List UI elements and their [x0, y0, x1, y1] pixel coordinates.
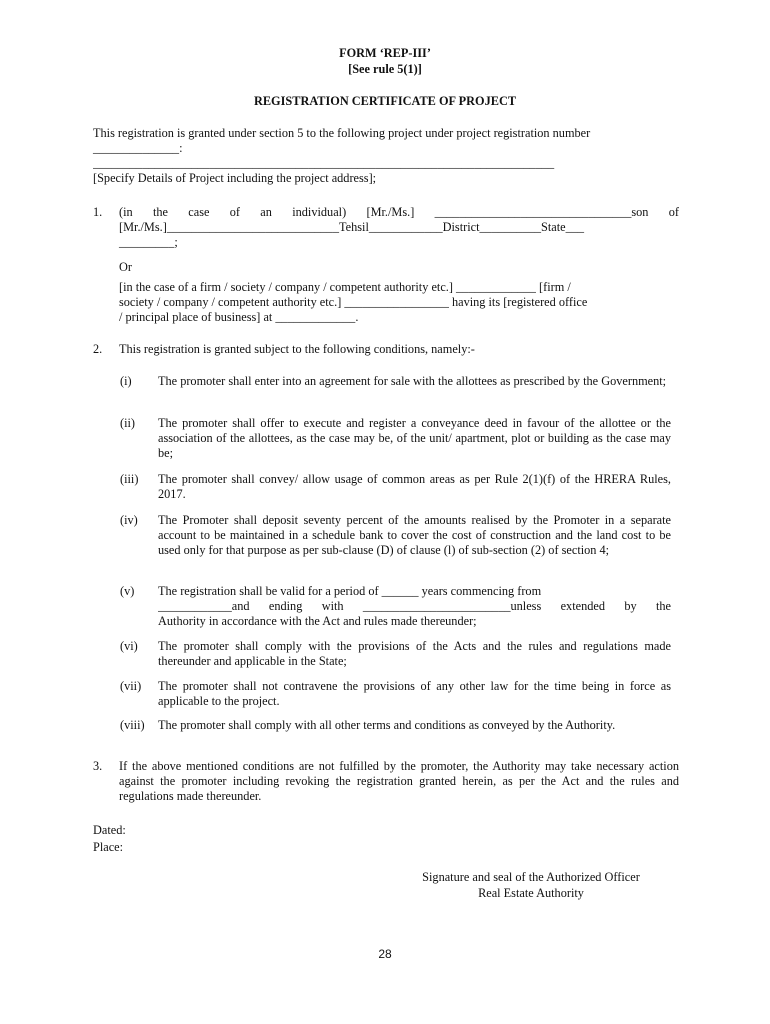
item-2-text: This registration is granted subject to the following conditions, namely:-	[119, 342, 475, 356]
item-1-line-1: (in the case of an individual) [Mr./Ms.] ________________________________son of	[119, 205, 679, 219]
condition-text: The promoter shall offer to execute and register a conveyance deed in favour of the allottee or the association of the allottees, as the case may be, of the unit/ apartment, plot or building as the case may be;	[158, 416, 671, 460]
condition-numeral: (vii)	[120, 679, 142, 693]
place-label: Place:	[93, 840, 124, 854]
certificate-title: REGISTRATION CERTIFICATE OF PROJECT	[253, 94, 517, 108]
condition-numeral: (viii)	[120, 718, 145, 732]
condition-v-line-2: ____________and ending with ________________________unless extended by the	[158, 599, 671, 613]
condition-text: The promoter shall not contravene the provisions of any other law for the time being in force as applicable to the project.	[158, 679, 671, 708]
dated-place-block	[93, 822, 679, 856]
condition-v-line-1: The registration shall be valid for a period of ______ years commencing from	[158, 584, 542, 598]
page-number: 28	[378, 947, 392, 961]
condition-numeral: (iv)	[120, 513, 138, 527]
item-2-number: 2.	[93, 342, 103, 356]
signature-block	[396, 869, 666, 901]
item-1-firm-line-2: society / company / competent authority etc.] _________________ having its [registered office	[119, 295, 588, 309]
condition-numeral: (v)	[120, 584, 135, 598]
condition-text: The Promoter shall deposit seventy percent of the amounts realised by the Promoter in a separate account to be maintained in a schedule bank to cover the cost of construction and the land cost to be used only for that purpose as per sub-clause (D) of clause (l) of sub-section (2) of section 4;	[158, 513, 671, 557]
intro-line-1: This registration is granted under section 5 to the following project under project registration number	[93, 126, 591, 140]
item-1-line-2: [Mr./Ms.]____________________________Tehsil____________District__________State___	[119, 220, 585, 234]
condition-v-line-3: Authority in accordance with the Act and rules made thereunder;	[158, 614, 477, 628]
item-1-line-3: _________;	[119, 235, 178, 249]
condition-numeral: (i)	[120, 374, 132, 388]
condition-text: The promoter shall comply with all other terms and conditions as conveyed by the Authority.	[158, 718, 616, 732]
signature-line-1: Signature and seal of the Authorized Officer	[422, 870, 640, 884]
item-3-text: If the above mentioned conditions are not fulfilled by the promoter, the Authority may take necessary action against the promoter including revoking the registration granted herein, as per the Act and the rules and regulations made thereunder.	[119, 759, 679, 803]
condition-text	[158, 584, 671, 629]
item-1-number: 1.	[93, 205, 103, 219]
condition-numeral: (iii)	[120, 472, 139, 486]
item-1-firm-line-3: / principal place of business] at _____________.	[119, 310, 359, 324]
item-1-firm-line-1: [in the case of a firm / society / company / competent authority etc.] _____________ [firm /	[119, 280, 571, 294]
condition-text: The promoter shall enter into an agreement for sale with the allottees as prescribed by the Government;	[158, 374, 667, 388]
condition-text: The promoter shall convey/ allow usage of common areas as per Rule 2(1)(f) of the HRERA Rules, 2017.	[158, 472, 671, 501]
intro-line-3: ___________________________________________________________________________	[93, 156, 555, 170]
intro-paragraph	[93, 126, 679, 186]
intro-line-2: ______________:	[93, 141, 183, 155]
rule-reference: [See rule 5(1)]	[348, 62, 422, 76]
condition-numeral: (vi)	[120, 639, 138, 653]
condition-numeral: (ii)	[120, 416, 136, 430]
item-1-body	[119, 205, 679, 250]
item-3-number: 3.	[93, 759, 103, 773]
signature-line-2: Real Estate Authority	[478, 886, 584, 900]
dated-label: Dated:	[93, 823, 126, 837]
condition-text: The promoter shall comply with the provisions of the Acts and the rules and regulations made thereunder and applicable in the State;	[158, 639, 671, 668]
intro-line-4: [Specify Details of Project including the project address];	[93, 171, 377, 185]
form-title: FORM ‘REP-III’	[339, 46, 431, 60]
item-1-firm-block	[119, 280, 679, 325]
item-1-or: Or	[119, 260, 132, 274]
